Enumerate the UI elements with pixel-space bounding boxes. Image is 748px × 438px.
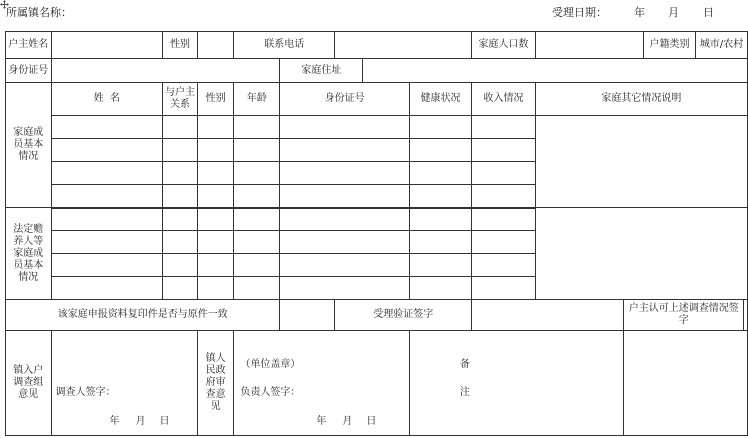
investigator-sign-label: 调查人签字： <box>55 387 116 398</box>
member-age-cell[interactable] <box>234 139 280 162</box>
remarks-field[interactable] <box>624 331 748 436</box>
member-age-cell[interactable] <box>234 116 280 139</box>
gov-review-year: 年 <box>316 416 327 427</box>
application-table <box>5 31 748 436</box>
copy-match-field[interactable] <box>280 300 335 331</box>
household-size-field[interactable] <box>535 32 643 59</box>
dependent-name-cell[interactable] <box>51 254 163 277</box>
dependents-section-label: 法定赡养人等家庭成员基本情况 <box>6 208 52 300</box>
address-field[interactable] <box>363 59 748 83</box>
date-year: 年 <box>634 6 645 19</box>
col-other-header: 家庭其它情况说明 <box>535 83 747 116</box>
dependent-id-cell[interactable] <box>280 231 409 254</box>
verify-sign-label: 受理验证签字 <box>335 300 472 331</box>
member-health-cell[interactable] <box>409 162 471 185</box>
dependent-name-cell[interactable] <box>51 277 163 300</box>
dependent-income-cell[interactable] <box>472 277 535 300</box>
address-label: 家庭住址 <box>280 59 363 83</box>
investigation-year: 年 <box>109 416 120 427</box>
investigation-day: 日 <box>159 416 170 427</box>
gov-review-day: 日 <box>366 416 377 427</box>
member-relation-cell[interactable] <box>163 139 198 162</box>
dependent-id-cell[interactable] <box>280 277 409 300</box>
phone-label: 联系电话 <box>234 32 335 59</box>
member-gender-cell[interactable] <box>197 162 233 185</box>
date-day: 日 <box>703 6 714 19</box>
investigation-section-label: 镇入户调查组意见 <box>6 331 52 436</box>
remarks-label-cell <box>409 331 623 436</box>
member-health-cell[interactable] <box>409 185 471 208</box>
dependent-name-cell[interactable] <box>51 208 163 231</box>
member-health-cell[interactable] <box>409 116 471 139</box>
col-name-header: 姓 名 <box>51 83 163 116</box>
remarks-label-1: 备 <box>459 359 470 370</box>
dependent-gender-cell[interactable] <box>197 231 233 254</box>
member-name-cell[interactable] <box>51 162 163 185</box>
gov-review-section-label: 镇人民政府审查意见 <box>197 331 233 436</box>
member-id-cell[interactable] <box>280 162 409 185</box>
phone-field[interactable] <box>335 32 472 59</box>
member-gender-cell[interactable] <box>197 185 233 208</box>
copy-match-label: 该家庭申报资料复印件是否与原件一致 <box>6 300 280 331</box>
investigation-month: 月 <box>135 416 146 427</box>
gov-review-opinion-field[interactable] <box>234 331 409 436</box>
dependent-relation-cell[interactable] <box>163 277 198 300</box>
dependent-age-cell[interactable] <box>234 231 280 254</box>
col-health-header: 健康状况 <box>409 83 471 116</box>
col-income-header: 收入情况 <box>472 83 535 116</box>
member-relation-cell[interactable] <box>163 185 198 208</box>
householder-confirm-label: 户主认可上述调查情况签字 <box>624 300 744 330</box>
dependent-income-cell[interactable] <box>472 231 535 254</box>
member-gender-cell[interactable] <box>197 116 233 139</box>
remarks-label-2: 注 <box>459 387 470 398</box>
unit-seal-label: （单位盖章） <box>240 359 301 370</box>
dependent-health-cell[interactable] <box>409 277 471 300</box>
dependent-age-cell[interactable] <box>234 254 280 277</box>
member-relation-cell[interactable] <box>163 162 198 185</box>
householder-confirm-block <box>624 300 748 331</box>
member-name-cell[interactable] <box>51 185 163 208</box>
col-gender-header: 性别 <box>197 83 233 116</box>
dependent-health-cell[interactable] <box>409 208 471 231</box>
hukou-type-value[interactable]: 城市/农村 <box>699 39 744 50</box>
dependent-gender-cell[interactable] <box>197 254 233 277</box>
member-name-cell[interactable] <box>51 116 163 139</box>
gov-review-month: 月 <box>342 416 353 427</box>
col-age-header: 年龄 <box>234 83 280 116</box>
dependent-health-cell[interactable] <box>409 254 471 277</box>
hukou-type-label-cell: 户籍类别 <box>644 32 696 58</box>
verify-sign-field[interactable] <box>472 300 624 331</box>
col-relation-header: 与户主关系 <box>163 83 198 116</box>
householder-id-field[interactable] <box>51 59 280 83</box>
dependent-health-cell[interactable] <box>409 231 471 254</box>
dependent-income-cell[interactable] <box>472 208 535 231</box>
householder-gender-field[interactable] <box>197 32 233 59</box>
dependent-age-cell[interactable] <box>234 208 280 231</box>
householder-confirm-field[interactable] <box>744 300 747 330</box>
member-id-cell[interactable] <box>280 185 409 208</box>
dependent-relation-cell[interactable] <box>163 208 198 231</box>
member-health-cell[interactable] <box>409 139 471 162</box>
member-income-cell[interactable] <box>472 162 535 185</box>
investigation-opinion-field[interactable] <box>51 331 197 436</box>
member-gender-cell[interactable] <box>197 139 233 162</box>
dependent-age-cell[interactable] <box>234 277 280 300</box>
householder-id-label: 身份证号 <box>6 59 52 83</box>
member-income-cell[interactable] <box>472 139 535 162</box>
member-income-cell[interactable] <box>472 116 535 139</box>
householder-name-field[interactable] <box>51 32 163 59</box>
member-id-cell[interactable] <box>280 139 409 162</box>
dependent-id-cell[interactable] <box>280 208 409 231</box>
dependent-income-cell[interactable] <box>472 254 535 277</box>
application-form <box>5 31 748 436</box>
householder-gender-label: 性别 <box>163 32 198 59</box>
hukou-block <box>644 32 748 59</box>
member-income-cell[interactable] <box>472 185 535 208</box>
member-name-cell[interactable] <box>51 139 163 162</box>
date-label: 受理日期： <box>552 6 607 19</box>
responsible-sign-label: 负责人签字： <box>240 387 301 398</box>
dependents-notes-field[interactable] <box>535 208 747 300</box>
member-id-cell[interactable] <box>280 116 409 139</box>
dependent-gender-cell[interactable] <box>197 277 233 300</box>
col-id-header: 身份证号 <box>280 83 409 116</box>
dependent-relation-cell[interactable] <box>163 231 198 254</box>
dependent-id-cell[interactable] <box>280 254 409 277</box>
dependent-name-cell[interactable] <box>51 231 163 254</box>
town-name-label: 所属镇名称： <box>6 6 72 19</box>
member-relation-cell[interactable] <box>163 116 198 139</box>
family-other-notes-field[interactable] <box>535 116 747 208</box>
family-members-section-label: 家庭成员基本情况 <box>6 83 52 208</box>
member-age-cell[interactable] <box>234 162 280 185</box>
dependent-gender-cell[interactable] <box>197 208 233 231</box>
date-month: 月 <box>668 6 679 19</box>
household-size-label: 家庭人口数 <box>472 32 535 59</box>
dependent-relation-cell[interactable] <box>163 254 198 277</box>
member-age-cell[interactable] <box>234 185 280 208</box>
householder-name-label: 户主姓名 <box>6 32 52 59</box>
